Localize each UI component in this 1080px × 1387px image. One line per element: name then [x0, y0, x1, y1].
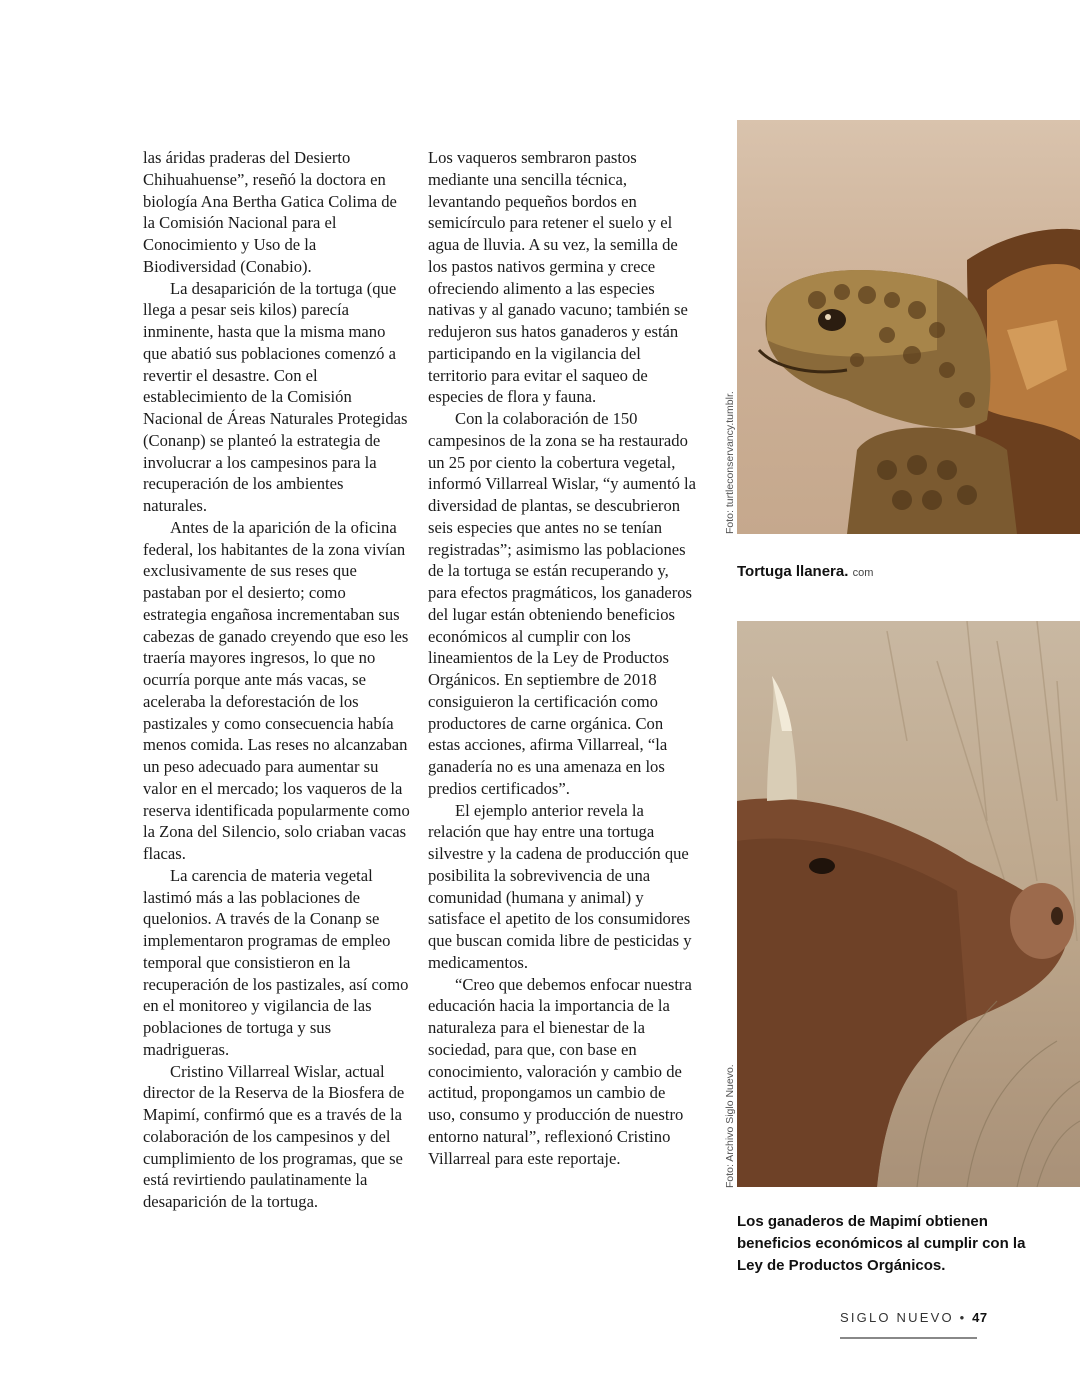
- article-column-1: [143, 147, 411, 1213]
- photo-credit: Foto: turtleconservancy.tumblr.: [724, 391, 736, 534]
- photo-caption: [737, 561, 1037, 584]
- paragraph: las áridas praderas del Desierto Chihuahuense”, reseñó la doctora en biología Ana Bertha Gatica Colima de la Comisión Nacional para el Conocimiento y Uso de la Biodiversidad (Conabio).: [143, 148, 397, 276]
- paragraph: “Creo que debemos enfocar nuestra educación hacia la importancia de la naturaleza para el bienestar de la sociedad, para que, con base en conocimiento, valoración y cambio de actitud, propongamos un cambio de uso, consumo y producción de nuestro entorno natural”, reflexionó Cristino Villarreal para este reportaje.: [428, 974, 692, 1168]
- paragraph: Con la colaboración de 150 campesinos de la zona se ha restaurado un 25 por ciento la cobertura vegetal, informó Villarreal Wislar, “y aumentó la diversidad de plantas, se descubrieron seis especies que antes no se tenían registradas”; asimismo las poblaciones de la tortuga se están recuperando y, para efectos pragmáticos, los ganaderos del lugar están obteniendo beneficios económicos al cumplir con los lineamientos de la Ley de Productos Orgánicos. En septiembre de 2018 consiguieron la certificación como productores de carne orgánica. Con estas acciones, afirma Villarreal, “la ganadería no es una amenaza en los predios certificados”.: [428, 409, 697, 798]
- article-column-2: [428, 147, 696, 1169]
- paragraph: Cristino Villarreal Wislar, actual director de la Reserva de la Biosfera de Mapimí, confirmó que es a través de la colaboración de los campesinos y del cumplimiento de los programas, que se está revirtiendo paulatinamente la desaparición de la tortuga.: [143, 1061, 405, 1211]
- caption-text: Tortuga llanera.: [737, 563, 849, 580]
- paragraph: La carencia de materia vegetal lastimó más a las poblaciones de quelonios. A través de la Conanp se implementaron programas de empleo temporal que consistieron en la recuperación de los pastizales, así como en el monitoreo y vigilancia de las poblaciones de tortuga y sus madrigueras.: [143, 865, 409, 1059]
- paragraph: El ejemplo anterior revela la relación que hay entre una tortuga silvestre y la cadena de producción que posibilita la sobrevivencia de una comunidad (humana y animal) y satisface el apetito de los consumidores que buscan comida libre de pesticidas y medicamentos.: [428, 800, 692, 972]
- paragraph: La desaparición de la tortuga (que llega a pesar seis kilos) parecía inminente, hasta que la misma mano que abatió sus poblaciones comenzó a revertir el desastre. Con el establecimiento de la Comisión Nacional de Áreas Naturales Protegidas (Conanp) se planteó la estrategia de involucrar a los campesinos para la recuperación de los ambientes naturales.: [143, 278, 408, 515]
- page-footer: [840, 1310, 988, 1325]
- tortoise-illustration: [737, 120, 1080, 534]
- photo-credit: Foto: Archivo Siglo Nuevo.: [724, 1064, 736, 1188]
- tortoise-photo: [737, 120, 1080, 534]
- magazine-name: SIGLO NUEVO: [840, 1310, 954, 1325]
- photo-caption: Los ganaderos de Mapimí obtienen beneficios económicos al cumplir con la Ley de Productos Orgánicos.: [737, 1213, 1026, 1274]
- paragraph: Antes de la aparición de la oficina federal, los habitantes de la zona vivían exclusivamente de sus reses que pastaban por el desierto; como estrategia engañosa incrementaban sus cabezas de ganado creyendo que eso les traería mayores ingresos, lo que no ocurría porque ante más vacas, se aceleraba la deforestación de los pastizales y como consecuencia había menos comida. Las reses no alcanzaban un peso adecuado para aumentar su valor en el mercado; los vaqueros de la reserva identificada popularmente como la Zona del Silencio, solo criaban vacas flacas.: [143, 517, 410, 863]
- page-number: 47: [972, 1310, 988, 1325]
- footer-rule: [840, 1337, 977, 1339]
- footer-separator: •: [959, 1310, 967, 1325]
- caption-source: com: [852, 567, 874, 579]
- cow-illustration: [737, 621, 1080, 1187]
- paragraph: Los vaqueros sembraron pastos mediante una sencilla técnica, levantando pequeños bordos en semicírculo para retener el suelo y el agua de lluvia. A su vez, la semilla de los pastos nativos germina y crece ofreciendo alimento a las especies nativas y al ganado vacuno; también se redujeron sus hatos ganaderos y están participando en la vigilancia del territorio para evitar el saqueo de especies de flora y fauna.: [428, 148, 688, 407]
- cow-photo: [737, 621, 1080, 1187]
